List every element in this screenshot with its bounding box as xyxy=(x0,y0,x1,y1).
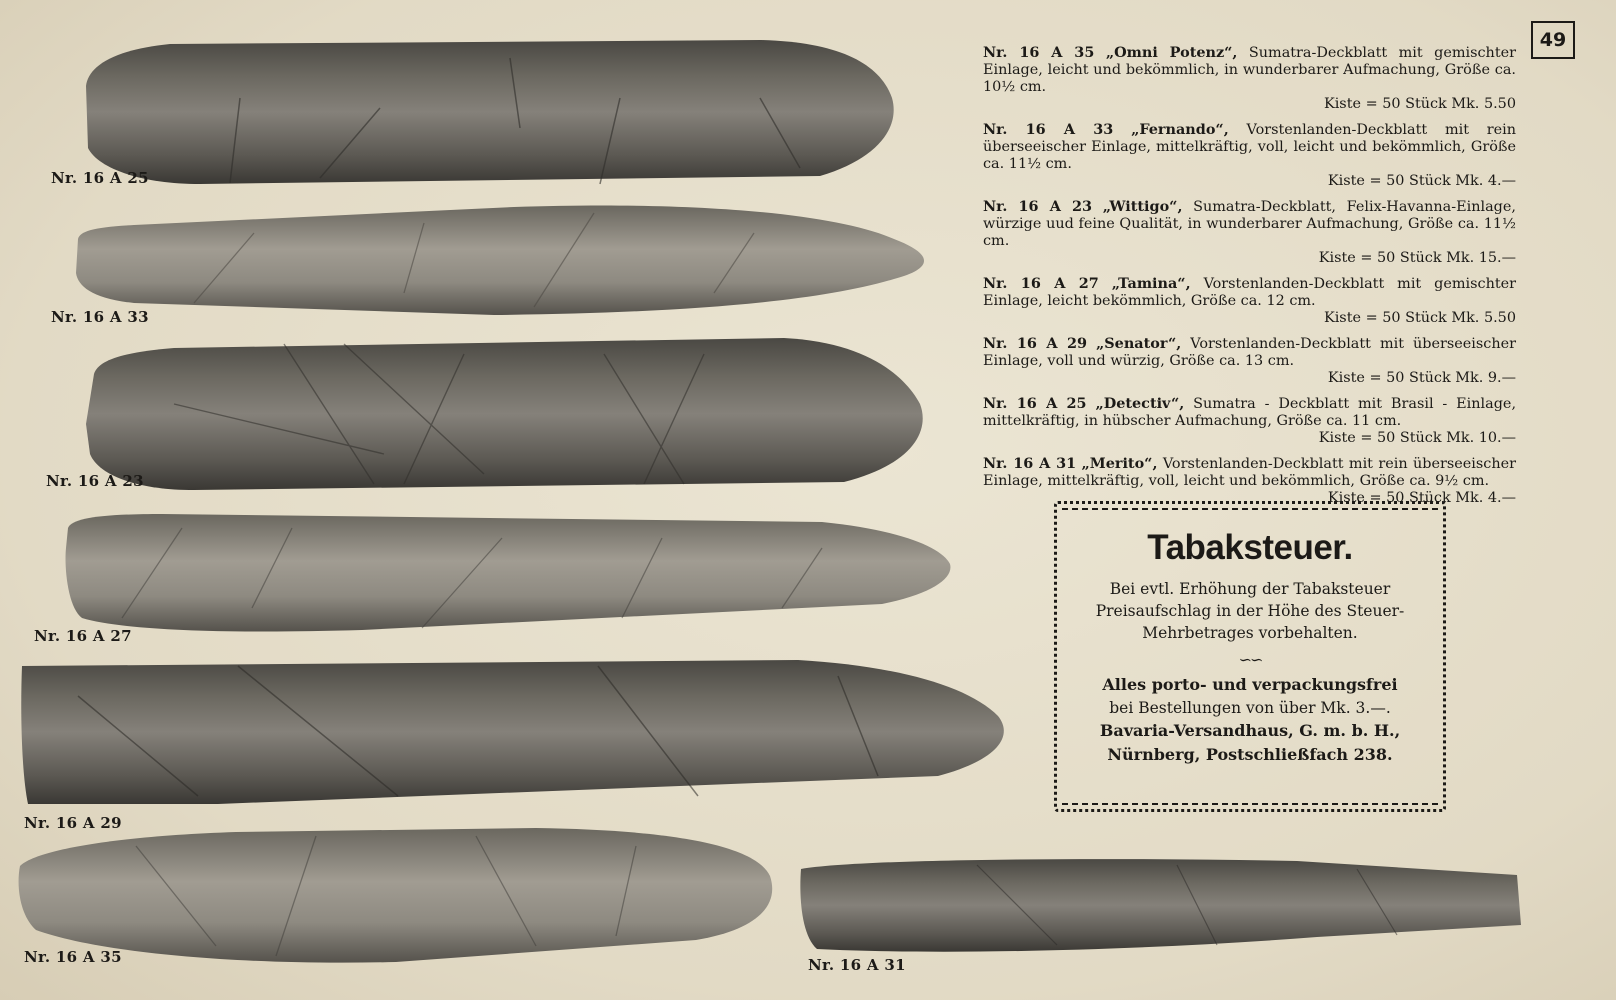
entry-price: Kiste = 50 Stück Mk. 4.— xyxy=(1327,490,1516,506)
entry-name: „Tamina“, xyxy=(1111,275,1191,292)
entry-description: Vorstenlanden-Deckblatt mit rein überseeischer Einlage, mittelkräftig, voll, leicht und bekömmlich, Größe ca. 9½ cm. xyxy=(983,456,1516,489)
entry-name: „Senator“, xyxy=(1096,335,1182,352)
cigar-photo-a29 xyxy=(18,656,1011,808)
entry-description: Sumatra-Deckblatt mit gemischter Einlage, leicht und bekömmlich, in wunderbarer Aufmachung, Größe ca. 10½ cm. xyxy=(983,45,1516,95)
catalog-entry xyxy=(983,198,1516,267)
entry-name: „Detectiv“, xyxy=(1095,395,1185,412)
entry-price: Kiste = 50 Stück Mk. 4.— xyxy=(1327,173,1516,189)
tax-notice-box xyxy=(1054,501,1446,812)
entry-description: Sumatra - Deckblatt mit Brasil - Einlage, mittelkräftig, in hübscher Aufmachung, Größe ca. 11 cm. xyxy=(983,396,1517,429)
cigar-photo-a27 xyxy=(62,508,954,636)
entry-name: „Merito“, xyxy=(1081,455,1158,472)
cigar-label: Nr. 16 A 29 xyxy=(24,814,122,832)
entry-description: Vorstenlanden-Deckblatt mit rein überseeischer Einlage, mittelkräftig, voll, leicht und bekömmlich, Größe ca. 11½ cm. xyxy=(983,122,1517,172)
catalog-entry xyxy=(983,121,1516,190)
entry-number: Nr. 16 A 23 xyxy=(983,198,1092,215)
company-address: Nürnberg, Postschließfach 238. xyxy=(1107,745,1393,764)
entry-description: Vorstenlanden-Deckblatt mit gemischter Einlage, leicht bekömmlich, Größe ca. 12 cm. xyxy=(983,276,1517,309)
entry-name: „Wittigo“, xyxy=(1102,198,1183,215)
catalog-entry xyxy=(983,335,1516,387)
entry-price: Kiste = 50 Stück Mk. 10.— xyxy=(1318,430,1516,446)
entry-name: „Fernando“, xyxy=(1131,121,1229,138)
entry-price: Kiste = 50 Stück Mk. 5.50 xyxy=(1323,96,1516,112)
entry-price: Kiste = 50 Stück Mk. 5.50 xyxy=(1323,310,1516,326)
cigar-photo-a33 xyxy=(74,203,936,319)
cigar-photo-a23 xyxy=(84,334,930,494)
catalog-entry xyxy=(983,275,1516,327)
entry-name: „Omni Potenz“, xyxy=(1105,44,1238,61)
entry-number: Nr. 16 A 33 xyxy=(983,121,1114,138)
entry-number: Nr. 16 A 27 xyxy=(983,275,1099,292)
entry-price: Kiste = 50 Stück Mk. 9.— xyxy=(1327,370,1516,386)
catalog-entry xyxy=(983,455,1516,507)
entry-price: Kiste = 50 Stück Mk. 15.— xyxy=(1318,250,1516,266)
cigar-photo-a25 xyxy=(80,38,902,188)
shipping-condition: bei Bestellungen von über Mk. 3.—. xyxy=(1109,699,1391,717)
notice-title: Tabaksteuer. xyxy=(1147,528,1353,567)
cigar-label: Nr. 16 A 31 xyxy=(808,956,906,974)
cigar-label: Nr. 16 A 27 xyxy=(34,627,132,645)
entry-number: Nr. 16 A 25 xyxy=(983,395,1087,412)
catalog-entry xyxy=(983,44,1516,113)
shipping-note: Alles porto- und verpackungsfrei xyxy=(1102,675,1398,694)
catalog-list xyxy=(983,44,1516,515)
cigar-label: Nr. 16 A 33 xyxy=(51,308,149,326)
ornament-divider: ∽∽ xyxy=(1238,650,1262,669)
entry-number: Nr. 16 A 29 xyxy=(983,335,1087,352)
entry-description: Vorstenlanden-Deckblatt mit überseeischer Einlage, voll und würzig, Größe ca. 13 cm. xyxy=(983,336,1517,369)
cigar-label: Nr. 16 A 25 xyxy=(51,169,149,187)
cigar-label: Nr. 16 A 35 xyxy=(24,948,122,966)
company-name: Bavaria-Versandhaus, G. m. b. H., xyxy=(1099,721,1401,740)
cigar-label: Nr. 16 A 23 xyxy=(46,472,144,490)
entry-description: Sumatra-Deckblatt, Felix-Havanna-Einlage, würzige uud feine Qualität, in wunderbarer Aufmachung, Größe ca. 11½ cm. xyxy=(983,199,1516,249)
notice-text: Bei evtl. Erhöhung der Tabaksteuer Preisaufschlag in der Höhe des Steuer-Mehrbetrages vorbehalten. xyxy=(1095,580,1405,642)
page-number: 49 xyxy=(1531,21,1575,59)
cigar-photo-a31 xyxy=(797,855,1524,955)
cigar-photo-a35 xyxy=(16,826,780,966)
catalog-entry xyxy=(983,395,1516,447)
entry-number: Nr. 16 A 35 xyxy=(983,44,1095,61)
entry-number: Nr. 16 A 31 xyxy=(983,455,1077,472)
